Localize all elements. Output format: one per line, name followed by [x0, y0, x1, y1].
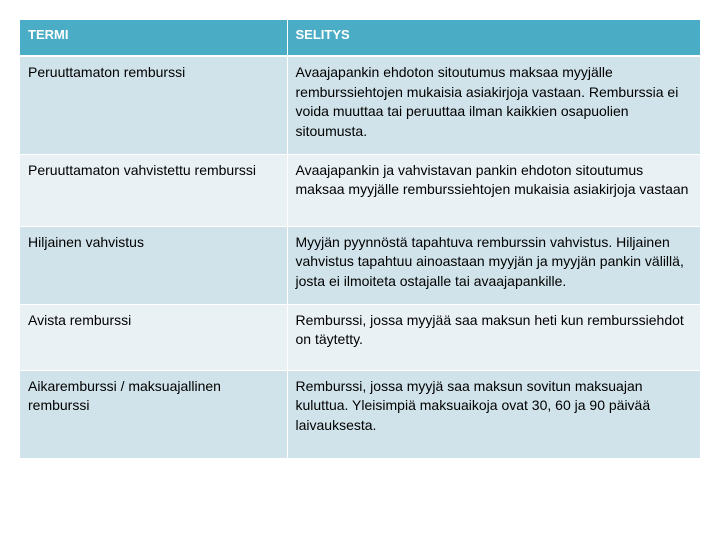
table-row — [20, 56, 700, 154]
explanation-cell: Remburssi, jossa myyjää saa maksun heti kun remburssiehdot on täytetty. — [287, 304, 700, 370]
terms-table — [20, 20, 700, 459]
explanation-cell: Myyjän pyynnöstä tapahtuva remburssin vahvistus. Hiljainen vahvistus tapahtuu ainoastaan myyjän ja myyjän pankin välillä, josta ei ilmoiteta ostajalle tai avaajapankille. — [287, 226, 700, 304]
table-row — [20, 304, 700, 370]
explanation-cell: Remburssi, jossa myyjä saa maksun sovitun maksuajan kuluttua. Yleisimpiä maksuaikoja ovat 30, 60 ja 90 päivää laivauksesta. — [287, 370, 700, 458]
table-header-row — [20, 20, 700, 56]
term-cell: Aikaremburssi / maksuajallinen remburssi — [20, 370, 287, 458]
table-row — [20, 226, 700, 304]
term-cell: Hiljainen vahvistus — [20, 226, 287, 304]
term-cell: Avista remburssi — [20, 304, 287, 370]
table-row — [20, 370, 700, 458]
explanation-cell: Avaajapankin ja vahvistavan pankin ehdoton sitoutumus maksaa myyjälle remburssiehtojen mukaisia asiakirjoja vastaan — [287, 154, 700, 226]
header-term: TERMI — [20, 20, 287, 56]
term-cell: Peruuttamaton remburssi — [20, 56, 287, 154]
header-explanation: SELITYS — [287, 20, 700, 56]
table-row — [20, 154, 700, 226]
term-cell: Peruuttamaton vahvistettu remburssi — [20, 154, 287, 226]
explanation-cell: Avaajapankin ehdoton sitoutumus maksaa myyjälle remburssiehtojen mukaisia asiakirjoja vastaan. Remburssia ei voida muuttaa tai peruuttaa ilman kaikkien osapuolien sitoumusta. — [287, 56, 700, 154]
